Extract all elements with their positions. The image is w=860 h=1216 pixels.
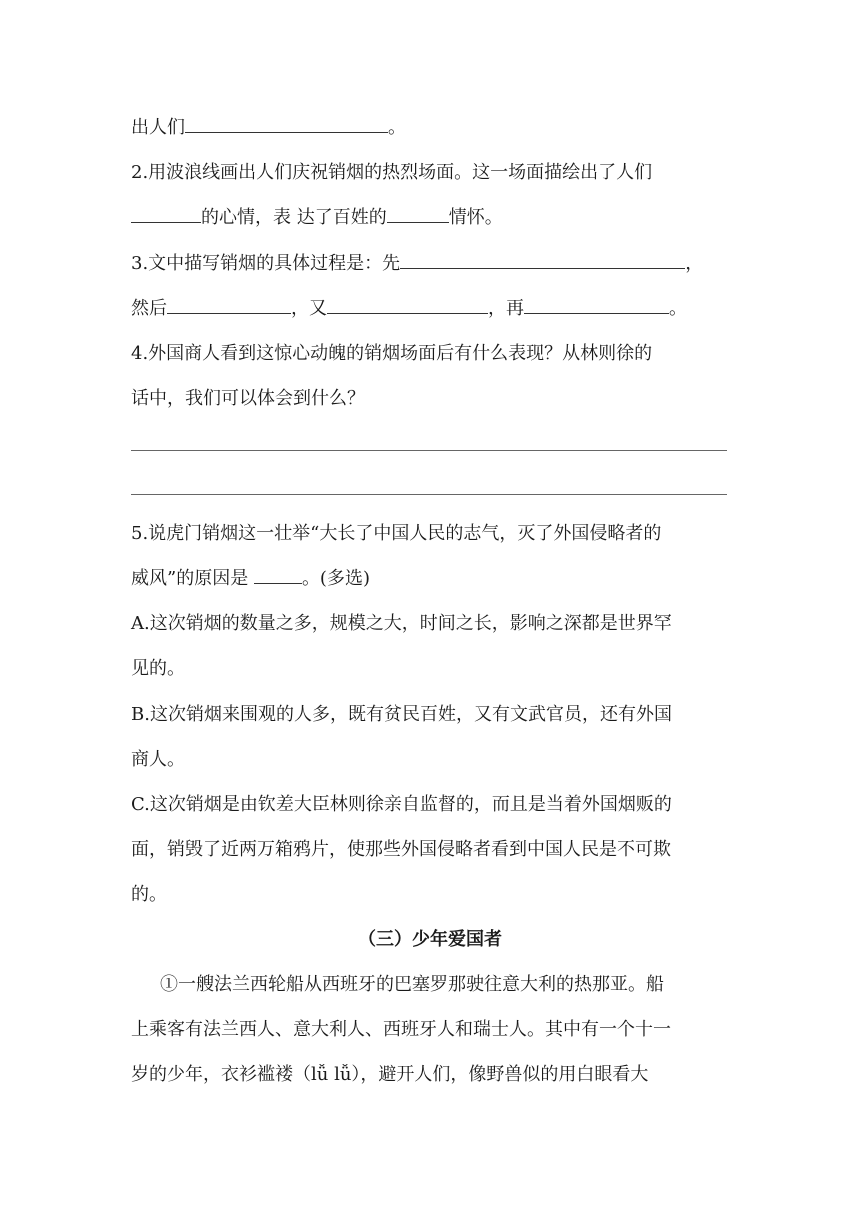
- section3-paragraph-line-1: ①一艘法兰西轮船从西班牙的巴塞罗那驶往意大利的热那亚。船: [160, 974, 664, 995]
- q2-blank-feeling[interactable]: [131, 206, 201, 223]
- q5-line-1: 5.说虎门销烟这一壮举“大长了中国人民的志气，灭了外国侵略者的: [131, 523, 662, 544]
- q2-part-b: 情怀。: [448, 207, 503, 228]
- q4-answer-line-1[interactable]: [131, 450, 727, 451]
- q3-blank-again[interactable]: [327, 297, 488, 314]
- q1-tail-line: [131, 116, 406, 140]
- q5-option-c-line-1: C.这次销烟是由钦差大臣林则徐亲自监督的，而且是当着外国烟贩的: [131, 794, 672, 815]
- q3-then-label: 然后: [131, 298, 167, 319]
- q2-part-a: 的心情，表 达了百姓的: [201, 207, 387, 228]
- q3-blank-then[interactable]: [167, 297, 291, 314]
- q5-answer-blank[interactable]: [254, 567, 302, 584]
- q5-option-c-line-2: 面，销毁了近两万箱鸦片，使那些外国侵略者看到中国人民是不可欺: [131, 839, 671, 860]
- q2-line-2: [131, 206, 503, 230]
- section3-paragraph-line-3: 岁的少年，衣衫褴褛（lǚ lǚ），避开人们，像野兽似的用白眼看大: [131, 1064, 649, 1085]
- q3-blank-next[interactable]: [524, 297, 669, 314]
- q1-tail-suffix: 。: [388, 117, 406, 138]
- q1-tail-prefix: 出人们: [131, 117, 185, 138]
- q3-end-punct: 。: [669, 298, 687, 319]
- q4-line-1: 4.外国商人看到这惊心动魄的销烟场面后有什么表现？从林则徐的: [131, 343, 653, 364]
- q5-option-c-line-3: 的。: [131, 884, 167, 905]
- q3-line-1: [131, 252, 703, 276]
- q3-blank-first[interactable]: [400, 252, 685, 269]
- q3-line-2: [131, 297, 687, 321]
- q5-option-a-line-1: A.这次销烟的数量之多，规模之大，时间之长，影响之深都是世界罕: [131, 613, 672, 634]
- q5-option-b-line-2: 商人。: [131, 749, 185, 770]
- q2-blank-sentiment[interactable]: [387, 206, 449, 223]
- q3-line1-suffix: ，: [685, 253, 704, 274]
- q5-line-2: [131, 567, 370, 591]
- q5-line2-suffix: 。(多选): [301, 568, 370, 589]
- q3-next-label: ，再: [488, 298, 524, 319]
- q5-option-a-line-2: 见的。: [131, 658, 185, 679]
- q4-line-2: 话中，我们可以体会到什么？: [131, 388, 365, 409]
- q3-again-label: ，又: [291, 298, 327, 319]
- q3-line1-prefix: 3.文中描写销烟的具体过程是：先: [131, 253, 401, 274]
- q1-answer-blank[interactable]: [185, 116, 388, 133]
- q5-line2-prefix: 威风”的原因是: [131, 568, 254, 589]
- q2-line-1: 2.用波浪线画出人们庆祝销烟的热烈场面。这一场面描绘出了人们: [131, 162, 653, 183]
- section-title: （三）少年爱国者: [358, 929, 502, 950]
- q4-answer-line-2[interactable]: [131, 494, 727, 495]
- section3-paragraph-line-2: 上乘客有法兰西人、意大利人、西班牙人和瑞士人。其中有一个十一: [131, 1019, 671, 1040]
- q5-option-b-line-1: B.这次销烟来围观的人多，既有贫民百姓，又有文武官员，还有外国: [131, 704, 672, 725]
